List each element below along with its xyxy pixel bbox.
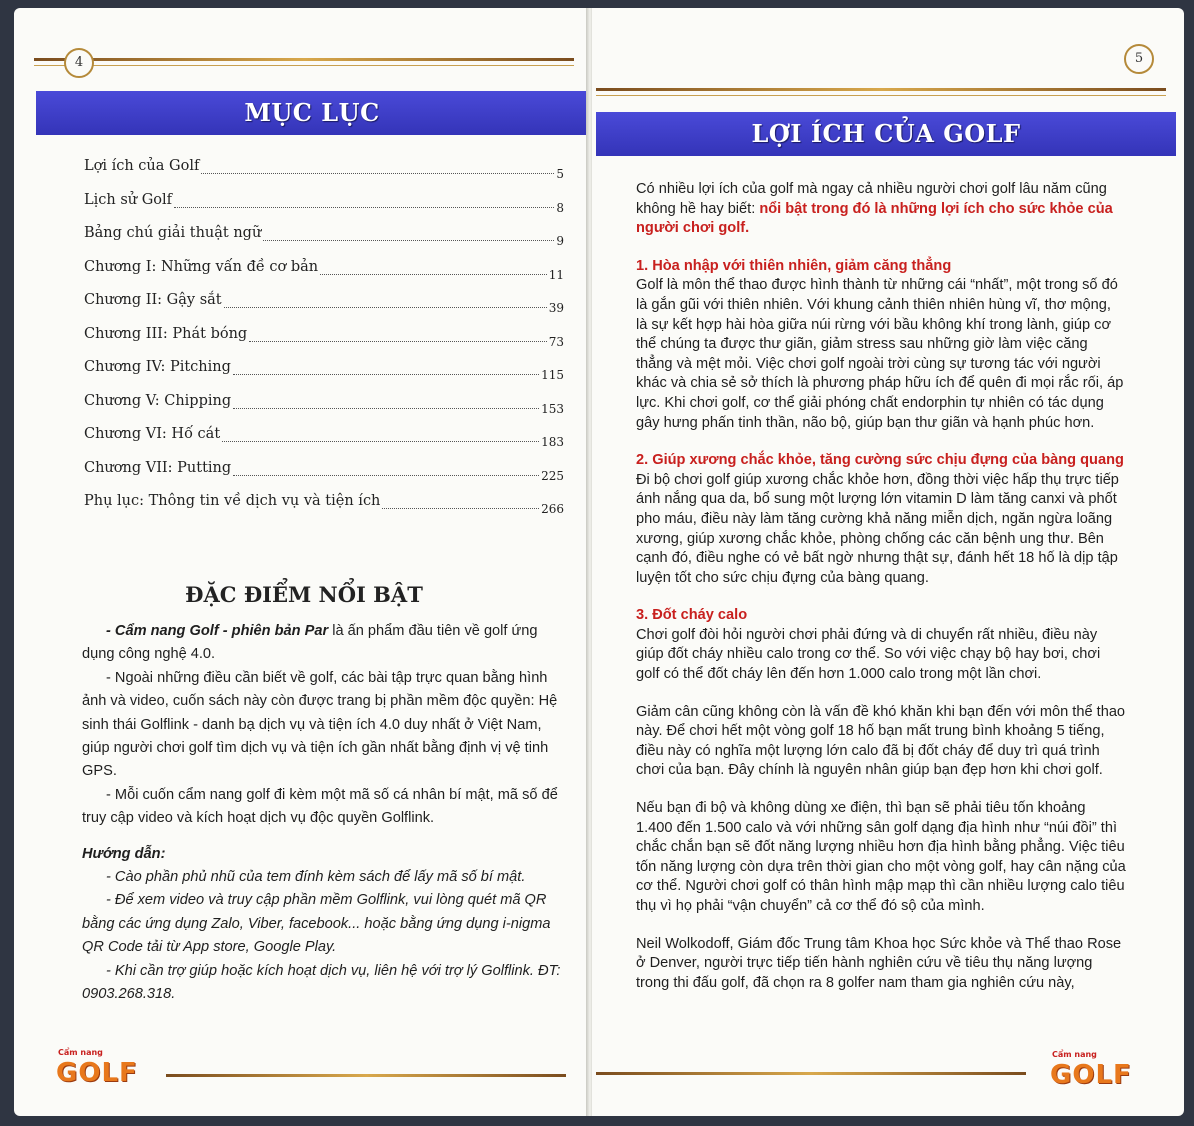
guide-heading: Hướng dẫn: xyxy=(82,845,166,862)
toc-item[interactable]: Chương VI: Hố cát 183 xyxy=(84,426,564,449)
guide-list xyxy=(82,866,568,1006)
golf-logo: Cẩm nang GOLF xyxy=(56,1048,138,1088)
toc-item[interactable]: Chương I: Những vấn đề cơ bản 11 xyxy=(84,258,564,282)
footer-rule xyxy=(596,1072,1026,1075)
paragraph: - Cẩm nang Golf - phiên bản Par là ấn phẩm đầu tiên về golf ứng dụng công nghệ 4.0. xyxy=(82,623,538,663)
page-number: 4 xyxy=(64,48,94,78)
guide-item: - Để xem video và truy cập phần mềm Golflink, vui lòng quét mã QR bằng các ứng dụng Zalo, Viber, facebook... hoặc bằng ứng dụng i-nigma QR Code tải từ App store, Google Play. xyxy=(82,892,551,956)
article-text xyxy=(636,180,1126,1011)
toc-item[interactable]: Chương IV: Pitching 115 xyxy=(84,359,564,382)
right-page xyxy=(592,8,1184,1116)
guide-item: - Khi cần trợ giúp hoặc kích hoạt dịch vụ, liên hệ với trợ lý Golflink. ĐT: 0903.268.318. xyxy=(82,962,561,1003)
paragraph: Neil Wolkodoff, Giám đốc Trung tâm Khoa học Sức khỏe và Thể thao Rose ở Denver, người trực tiếp tiến hành nghiên cứu về tiêu thụ năng lượng trong thi đấu golf, đã chọn ra 8 golfer nam tham gia nghiên cứu này, xyxy=(636,935,1122,991)
header-rule-thin xyxy=(596,95,1166,96)
paragraph: Nếu bạn đi bộ và không dùng xe điện, thì bạn sẽ phải tiêu tốn khoảng 1.400 đến 1.500 calo và với những sân golf dạng địa hình như “núi đồi” thì chắc chắn bạn sẽ đốt năng lượng nhiều hơn địa hình bằng phẳng. Việc tiêu tốn năng lượng còn dựa trên thời gian cho một vòng golf, hay cân nặng của cơ thể. Người chơi golf có thân hình mập mạp thì cần nhiều lượng calo tiêu thụ vì họ phải “vận chuyển” cả cơ thể đó sộ của mình. xyxy=(636,800,1126,914)
section-3: 3. Đốt cháy calo Chơi golf đòi hỏi người chơi phải đứng và di chuyển rất nhiều, điều này giúp đốt cháy nhiều calo trong cơ thể. So với việc chạy bộ hay bơi, chơi golf có thể đốt cháy lên đến hơn 1.000 calo trong một lần chơi. xyxy=(636,607,1101,683)
paragraph: - Ngoài những điều cần biết về golf, các bài tập trực quan bằng hình ảnh và video, cuốn sách này còn được trang bị phần mềm độc quyền: Hệ sinh thái Golflink - danh bạ dịch vụ và tiện ích 4.0 duy nhất ở Việt Nam, giúp người chơi golf tìm dịch vụ và tiện ích gần nhất bằng định vị vệ tinh GPS. xyxy=(82,669,558,780)
header-rule xyxy=(596,88,1166,91)
guide-item: - Cào phần phủ nhũ của tem đính kèm sách để lấy mã số bí mật. xyxy=(106,869,526,886)
table-of-contents xyxy=(84,158,564,527)
header-rule xyxy=(34,58,574,61)
page-title: MỤC LỤC xyxy=(36,91,588,135)
intro-paragraph: Có nhiều lợi ích của golf mà ngay cả nhiều người chơi golf lâu năm cũng không hề hay biết: nổi bật trong đó là những lợi ích cho sức khỏe của người chơi golf. xyxy=(636,181,1113,237)
section-title: ĐẶC ĐIỂM NỔI BẬT xyxy=(185,582,423,607)
footer-rule xyxy=(166,1074,566,1077)
features-text xyxy=(82,620,568,1007)
section-1: 1. Hòa nhập với thiên nhiên, giảm căng thẳng Golf là môn thể thao được hình thành từ những cái “nhất”, một trong số đó là gắn gũi với thiên nhiên. Với khung cảnh thiên nhiên hùng vĩ, thơ mộng, là sự kết hợp hài hòa giữa núi rừng với bầu không khí trong lành, giúp cơ thể chúng ta được thư giãn, giảm stress sau những giờ làm việc căng thẳng và mệt mỏi. Việc chơi golf ngoài trời cùng sự tương tác với người khác và chia sẻ sở thích là phương pháp hữu ích để quên đi mọi rắc rối, áp lực. Khi chơi golf, cơ thể giải phóng chất endorphin tự nhiên có tác dụng gây hưng phấn tinh thần, não bộ, giúp bạn thư giãn và hạnh phúc hơn. xyxy=(636,257,1124,431)
toc-item[interactable]: Chương VII: Putting 225 xyxy=(84,459,564,483)
left-page xyxy=(14,8,588,1116)
toc-item[interactable]: Lịch sử Golf 8 xyxy=(84,191,564,215)
page-number: 5 xyxy=(1124,44,1154,74)
golf-logo: Cẩm nang GOLF xyxy=(1050,1050,1132,1090)
page-title: LỢI ÍCH CỦA GOLF xyxy=(596,112,1176,156)
toc-item[interactable]: Chương V: Chipping 153 xyxy=(84,392,564,416)
toc-item[interactable]: Bảng chú giải thuật ngữ 9 xyxy=(84,225,564,248)
section-2: 2. Giúp xương chắc khỏe, tăng cường sức chịu đựng của bàng quang Đi bộ chơi golf giúp xương chắc khỏe hơn, đồng thời việc hấp thụ trực tiếp ánh nắng qua da, bổ sung một lượng lớn vitamin D làm tăng canxi và phốt pho máu, điều này làm tăng cường khả năng miễn dịch, ngăn ngừa loãng xương, giúp xương chắc khỏe, phòng chống các căn bệnh ung thư. Bên cạnh đó, điều nghe có vẻ bất ngờ nhưng thật sự, đánh hết 18 hố là dịp tập luyện tốt cho sức chịu đựng của bàng quang. xyxy=(636,452,1124,586)
paragraph: - Mỗi cuốn cẩm nang golf đi kèm một mã số cá nhân bí mật, mã số để truy cập video và kích hoạt dịch vụ độc quyền Golflink. xyxy=(82,786,558,827)
header-rule-thin xyxy=(34,65,574,66)
toc-item[interactable]: Phụ lục: Thông tin về dịch vụ và tiện ích 266 xyxy=(84,493,564,516)
paragraph: Giảm cân cũng không còn là vấn đề khó khăn khi bạn đến với môn thể thao này. Để chơi hết một vòng golf 18 hố bạn mất trung bình khoảng 5 tiếng, điều này có nghĩa một lượng lớn calo đã bị đốt cháy để duy trì quá trình chơi của bạn. Đây chính là nguyên nhân giúp bạn đẹp hơn khi chơi golf. xyxy=(636,703,1126,779)
toc-item[interactable]: Lợi ích của Golf 5 xyxy=(84,158,564,181)
toc-item[interactable]: Chương II: Gậy sắt 39 xyxy=(84,292,564,315)
toc-item[interactable]: Chương III: Phát bóng 73 xyxy=(84,325,564,349)
